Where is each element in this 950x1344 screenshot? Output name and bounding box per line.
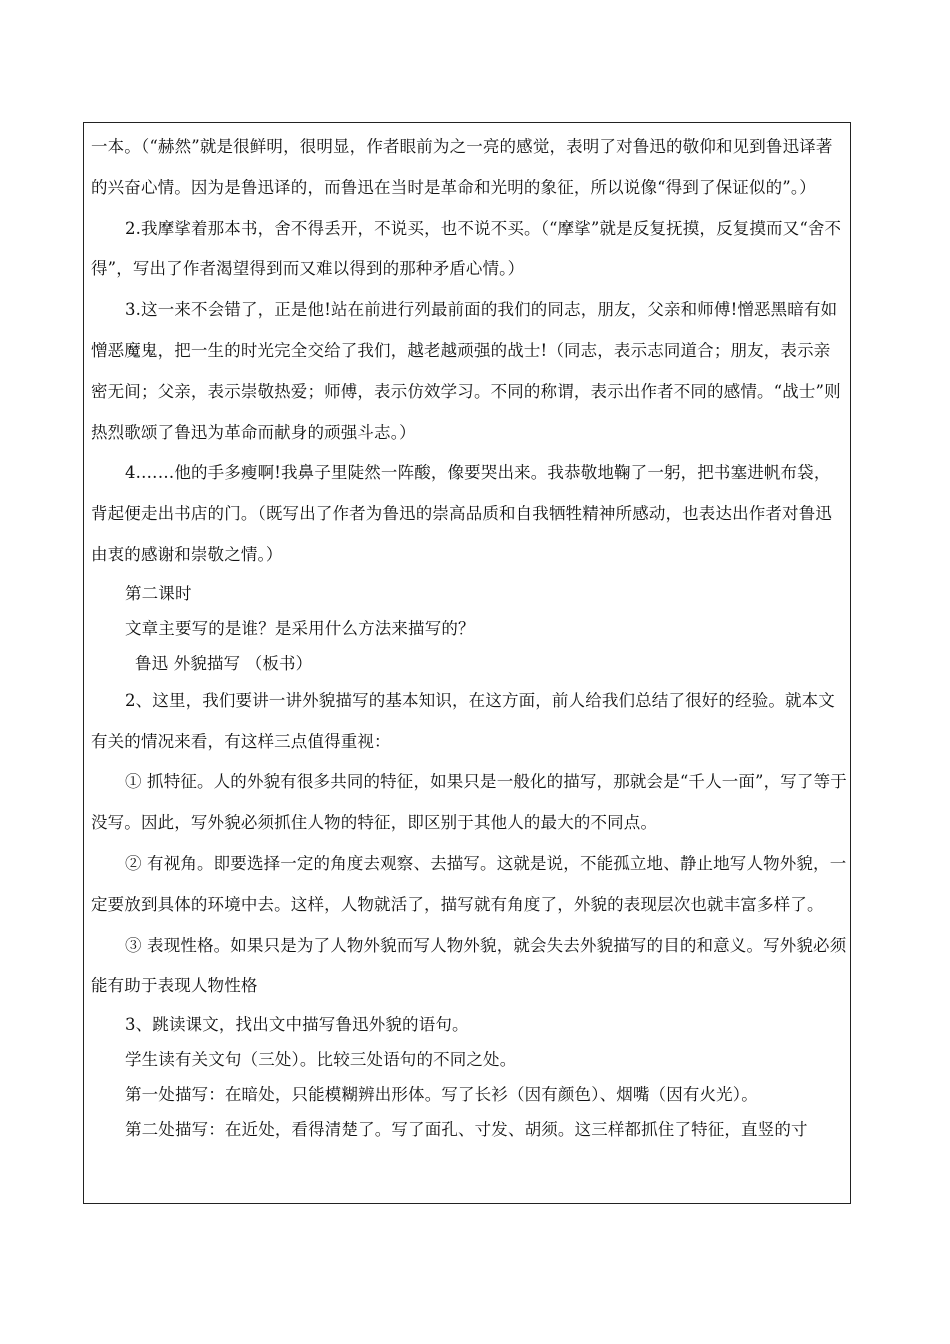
paragraph-1: 一本。（“赫然”就是很鲜明，很明显，作者眼前为之一亮的感觉，表明了对鲁迅的敬仰和见到鲁迅译著的兴奋心情。因为是鲁迅译的，而鲁迅在当时是革命和光明的象征，所以说像“得到了保证似的”。） [91, 137, 833, 197]
document-frame [83, 122, 851, 1204]
question-paragraph: 文章主要写的是谁？是采用什么方法来描写的？ [125, 618, 475, 638]
section-heading-second-lesson: 第二课时 [125, 583, 192, 603]
document-body [91, 127, 847, 1147]
paragraph-4: 4.……他的手多瘦啊!我鼻子里陡然一阵酸，像要哭出来。我恭敬地鞠了一躬，把书塞进帆布袋，背起便走出书店的门。（既写出了作者为鲁迅的崇高品质和自我牺牲精神所感动，也表达出作者对鲁迅由衷的感谢和崇敬之情。） [91, 463, 832, 564]
paragraph-12: 3、跳读课文，找出文中描写鲁迅外貌的语句。 [125, 1015, 469, 1035]
paragraph-14: 第一处描写：在暗处，只能模糊辨出形体。写了长衫（因有颜色）、烟嘴（因有火光）。 [125, 1085, 758, 1105]
point-3-paragraph: ③ 表现性格。如果只是为了人物外貌而写人物外貌，就会失去外貌描写的目的和意义。写外貌必须能有助于表现人物性格 [91, 935, 847, 996]
paragraph-3: 3.这一来不会错了，正是他!站在前进行列最前面的我们的同志，朋友，父亲和师傅!憎恶黑暗有如憎恶魔鬼，把一生的时光完全交给了我们，越老越顽强的战士!（同志，表示志同道合；朋友，表示亲密无间；父亲，表示崇敬热爱；师傅，表示仿效学习。不同的称谓，表示出作者不同的感情。“战士”则热烈歌颂了鲁迅为革命而献身的顽强斗志。） [91, 300, 841, 442]
board-note: 鲁迅 外貌描写 （板书） [135, 653, 313, 673]
point-1-paragraph: ① 抓特征。人的外貌有很多共同的特征，如果只是一般化的描写，那就会是“千人一面”，写了等于没写。因此，写外貌必须抓住人物的特征，即区别于其他人的最大的不同点。 [91, 772, 847, 833]
paragraph-2: 2.我摩挲着那本书，舍不得丢开，不说买，也不说不买。（“摩挲”就是反复抚摸，反复摸而又“舍不得”，写出了作者渴望得到而又难以得到的那种矛盾心情。） [91, 218, 842, 279]
paragraph-15: 第二处描写：在近处，看得清楚了。写了面孔、寸发、胡须。这三样都抓住了特征，直竖的寸 [125, 1120, 808, 1140]
point-2-paragraph: ② 有视角。即要选择一定的角度去观察、去描写。这就是说，不能孤立地、静止地写人物外貌，一定要放到具体的环境中去。这样，人物就活了，描写就有角度了，外貌的表现层次也就丰富多样了。 [91, 853, 847, 914]
paragraph-8: 2、这里，我们要讲一讲外貌描写的基本知识，在这方面，前人给我们总结了很好的经验。就本文有关的情况来看，有这样三点值得重视： [91, 690, 835, 751]
paragraph-13: 学生读有关文句（三处）。比较三处语句的不同之处。 [125, 1050, 517, 1070]
